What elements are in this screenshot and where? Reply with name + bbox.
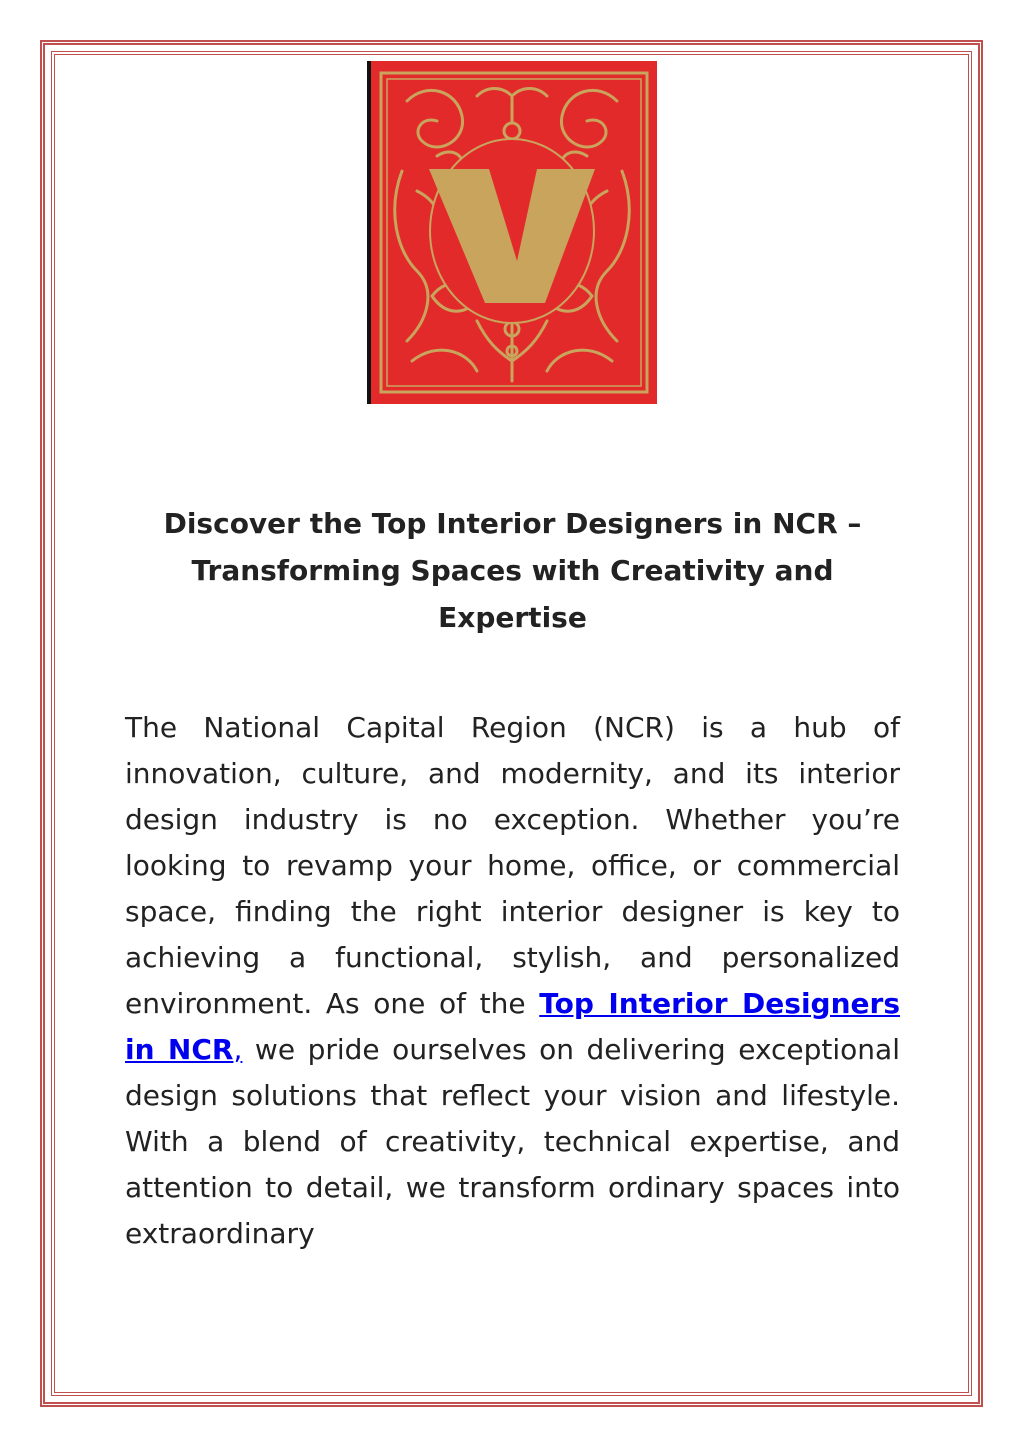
- ornamental-v-logo-icon: [367, 61, 657, 404]
- top-interior-designers-link[interactable]: Top Interior Designers in NCR: [125, 987, 900, 1066]
- link-comma[interactable]: ,: [233, 1033, 243, 1066]
- title-line-1: Discover the Top Interior Designers in NCR –: [163, 507, 862, 540]
- title-line-2: Transforming Spaces with Creativity and: [191, 554, 834, 587]
- company-logo: [367, 61, 657, 404]
- paragraph-rest: we pride ourselves on delivering exceptional design solutions that reflect your vision and lifestyle. With a blend of creativity, technical expertise, and attention to detail, we transform ordinary spaces into extraordinary: [125, 1033, 900, 1250]
- paragraph-intro: The National Capital Region (NCR) is a hub of innovation, culture, and modernity, and its interior design industry is no exception. Whether you’re looking to revamp your home, office, or commercial space, finding the right interior designer is key to achieving a functional, stylish, and personalized environment. As one of the: [125, 711, 900, 1020]
- body-paragraph: [125, 705, 900, 1257]
- title-line-3: Expertise: [438, 601, 587, 634]
- document-title: [125, 500, 900, 641]
